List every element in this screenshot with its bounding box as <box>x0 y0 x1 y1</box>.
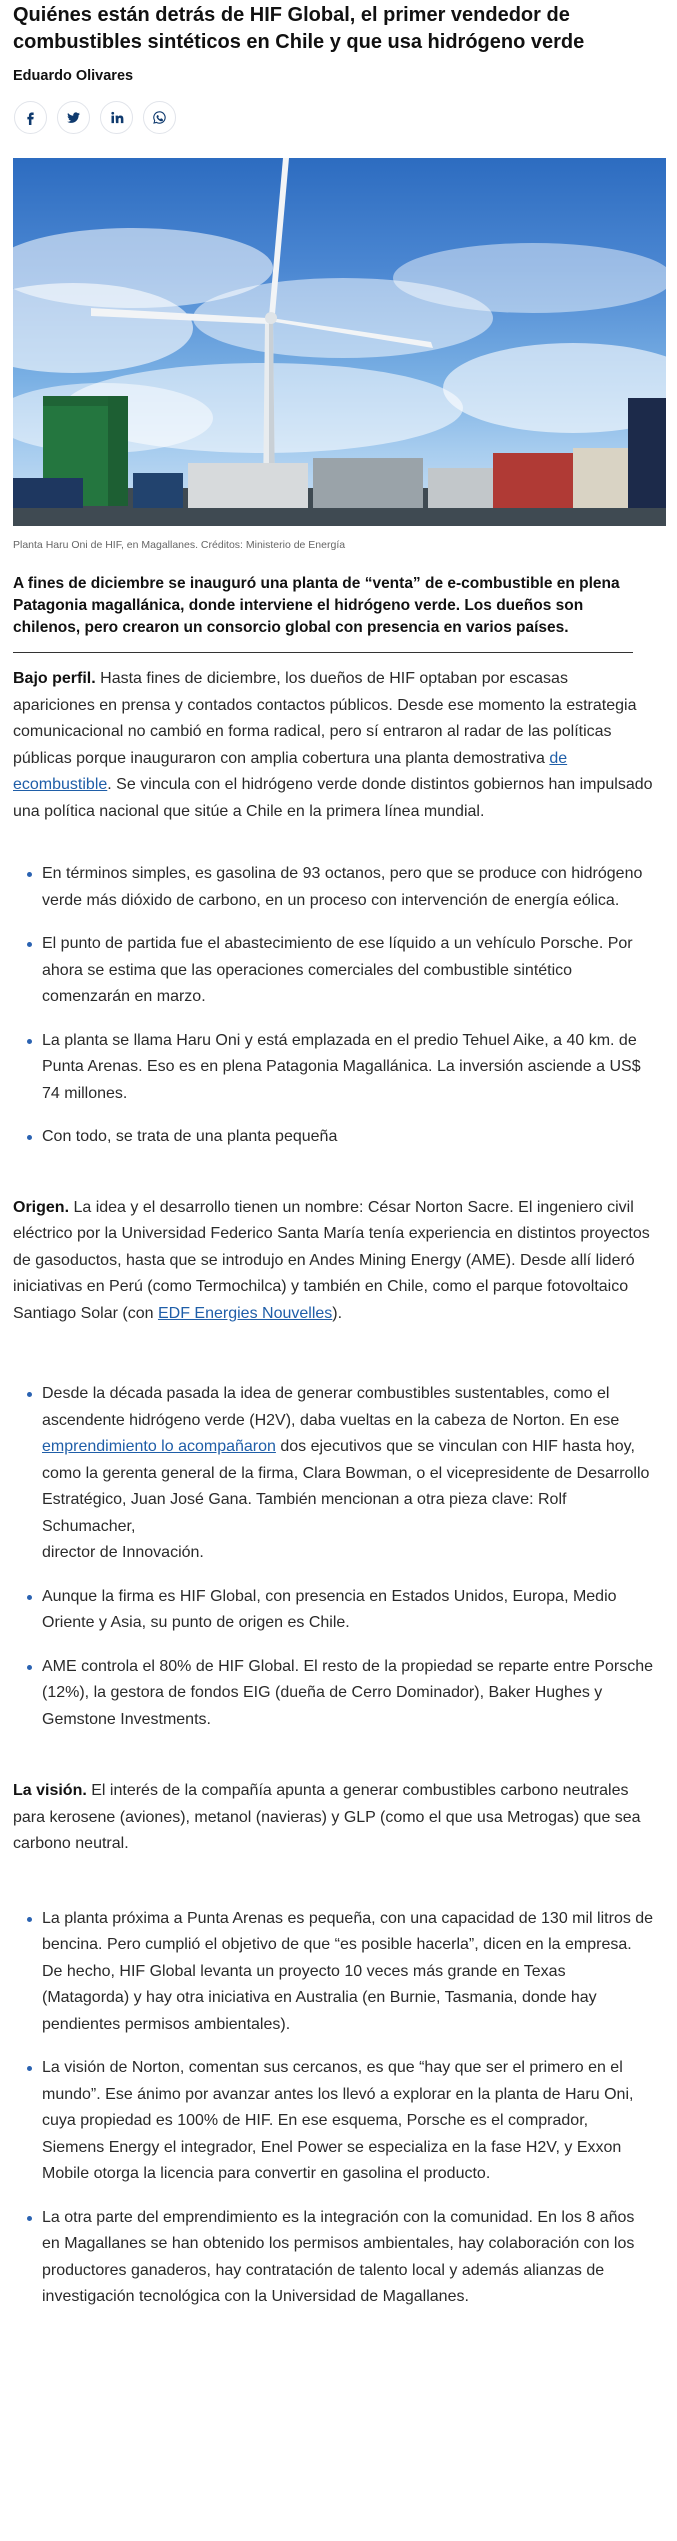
paragraph-bajo-perfil <box>13 666 653 825</box>
list-item: La planta se llama Haru Oni y está emplazada en el predio Tehuel Aike, a 40 km. de Punta Arenas. Eso es en plena Patagonia Magallánica. La inversión asciende a US$ 74 millones. <box>42 1028 654 1108</box>
paragraph-la-vision <box>13 1778 653 1858</box>
share-facebook-button[interactable] <box>14 101 47 134</box>
bullet-list-origen <box>42 1381 654 1733</box>
list-item-text: Desde la década pasada la idea de generar combustibles sustentables, como el ascendente hidrógeno verde (H2V), daba vueltas en la cabeza de Norton. En ese <box>42 1385 620 1429</box>
list-item-text: dos ejecutivos que se vinculan con HIF hasta hoy, como la gerenta general de la firma, Clara Bowman, o el vicepresidente de Desarrollo Estratégico, Juan José Gana. También mencionan a otra pieza clave: Rolf Schumacher, <box>42 1438 650 1535</box>
image-caption: Planta Haru Oni de HIF, en Magallanes. Créditos: Ministerio de Energía <box>13 539 346 551</box>
paragraph-text: . Se vincula con el hidrógeno verde donde distintos gobiernos han impulsado una política nacional que sitúe a Chile en la primera línea mundial. <box>13 776 653 820</box>
bullet-list-bajo-perfil <box>42 861 654 1151</box>
article-lead: A fines de diciembre se inauguró una planta de “venta” de e-combustible en plena Patagonia magallánica, donde interviene el hidrógeno verde. Los dueños son chilenos, pero crearon un consorcio global con presencia en varios países. <box>13 575 620 636</box>
twitter-icon <box>66 110 81 125</box>
bullet-list-la-vision <box>42 1906 654 2311</box>
list-item: La planta próxima a Punta Arenas es pequeña, con una capacidad de 130 mil litros de bencina. Pero cumplió el objetivo de que “es posible hacerla”, dicen en la empresa. De hecho, HIF Global levanta un proyecto 10 veces más grande en Texas (Matagorda) y hay otra iniciativa en Australia (en Burnie, Tasmania, donde hay pendientes permisos ambientales). <box>42 1906 654 2039</box>
link-emprendimiento[interactable]: emprendimiento lo acompañaron <box>42 1438 276 1455</box>
link-edf-energies-nouvelles[interactable]: EDF Energies Nouvelles <box>157 1304 333 1322</box>
list-item <box>42 1381 654 1567</box>
link-ecombustible[interactable]: de ecombustible <box>13 749 568 793</box>
paragraph-text: La idea y el desarrollo tienen un nombre: César Norton Sacre. El ingeniero civil eléctrico por la Universidad Federico Santa María tenía experiencia en distintos proyectos de gasoductos, hasta que se introdujo en Andes Mining Energy (AME). Desde allí lideró iniciativas en Perú (como Termochilca) y también en Chile, como el parque fotovoltaico Santiago Solar (con <box>13 1198 650 1322</box>
paragraph-text: ). <box>332 1304 343 1322</box>
section-label-bajo-perfil: Bajo perfil. <box>13 670 96 687</box>
paragraph-origen <box>13 1195 653 1328</box>
list-item: Aunque la firma es HIF Global, con presencia en Estados Unidos, Europa, Medio Oriente y Asia, su punto de origen es Chile. <box>42 1584 654 1637</box>
wind-turbine-plant-illustration <box>13 158 666 526</box>
hero-image <box>13 158 666 526</box>
list-item: La otra parte del emprendimiento es la integración con la comunidad. En los 8 años en Magallanes se han obtenido los permisos ambientales, hay colaboración con los productores ganaderos, hay contratación de talento local y además alianzas de investigación tecnológica con la Universidad de Magallanes. <box>42 2205 654 2311</box>
list-item: El punto de partida fue el abastecimiento de ese líquido a un vehículo Porsche. Por ahora se estima que las operaciones comerciales del combustible sintético comenzarán en marzo. <box>42 931 654 1011</box>
list-item-text: director de Innovación. <box>42 1544 204 1561</box>
list-item: En términos simples, es gasolina de 93 octanos, pero que se produce con hidrógeno verde más dióxido de carbono, en un proceso con intervención de energía eólica. <box>42 861 654 914</box>
share-twitter-button[interactable] <box>57 101 90 134</box>
list-item: AME controla el 80% de HIF Global. El resto de la propiedad se reparte entre Porsche (12%), la gestora de fondos EIG (dueña de Cerro Dominador), Baker Hughes y Gemstone Investments. <box>42 1654 654 1734</box>
article-headline: Quiénes están detrás de HIF Global, el primer vendedor de combustibles sintéticos en Chile y que usa hidrógeno verde <box>13 4 585 53</box>
list-item: La visión de Norton, comentan sus cercanos, es que “hay que ser el primero en el mundo”. Ese ánimo por avanzar antes los llevó a explorar en la planta de Haru Oni, cuya propiedad es 100% de HIF. En ese esquema, Porsche es el comprador, Siemens Energy el integrador, Enel Power se especializa en la fase H2V, y Exxon Mobile otorga la licencia para convertir en gasolina el producto. <box>42 2055 654 2188</box>
article-author[interactable]: Eduardo Olivares <box>13 68 134 84</box>
section-label-la-vision: La visión. <box>13 1782 87 1799</box>
whatsapp-icon <box>152 110 167 125</box>
share-bar <box>14 101 664 134</box>
linkedin-icon <box>109 110 124 125</box>
share-linkedin-button[interactable] <box>100 101 133 134</box>
share-whatsapp-button[interactable] <box>143 101 176 134</box>
list-item: Con todo, se trata de una planta pequeña <box>42 1124 654 1151</box>
paragraph-text: Hasta fines de diciembre, los dueños de HIF optaban por escasas apariciones en prensa y contados contactos públicos. Desde ese momento la estrategia comunicacional no cambió en forma radical, pero sí entraron al radar de las políticas públicas porque inauguraron con amplia cobertura una planta demostrativa <box>13 670 637 767</box>
lead-divider <box>13 652 633 653</box>
facebook-icon <box>23 110 38 125</box>
paragraph-text: El interés de la compañía apunta a generar combustibles carbono neutrales para kerosene (aviones), metanol (navieras) y GLP (como el que usa Metrogas) que sea carbono neutral. <box>13 1782 641 1852</box>
section-label-origen: Origen. <box>13 1198 70 1216</box>
